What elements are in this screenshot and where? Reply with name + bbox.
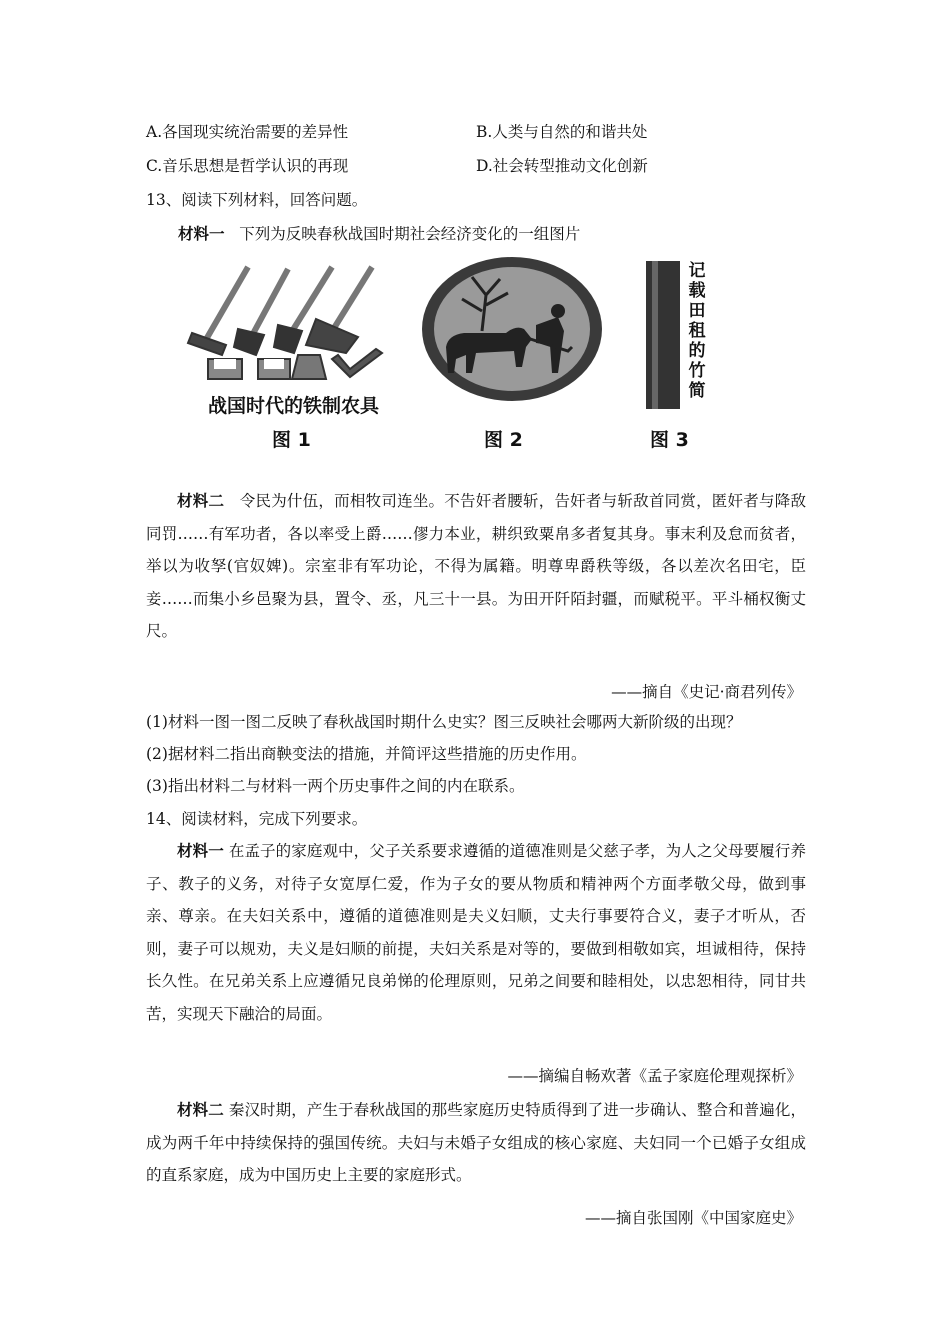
q13-subquestion-2: (2)据材料二指出商鞅变法的措施，并简评这些措施的历史作用。 xyxy=(146,745,587,763)
q14-material-2-label: 材料二 xyxy=(177,1100,224,1119)
q14-material-1-label: 材料一 xyxy=(177,841,224,860)
q13-material-2 xyxy=(146,485,806,648)
q13-material-1-label: 材料一 xyxy=(178,224,225,243)
option-d: D.社会转型推动文化创新 xyxy=(476,157,648,175)
figure-3-vertical-text: 记载田租的竹简 xyxy=(688,261,706,401)
q13-material-1-text: 下列为反映春秋战国时期社会经济变化的一组图片 xyxy=(239,225,581,243)
q14-material-2 xyxy=(146,1094,806,1192)
q14-material-1-source: ——摘编自畅欢著《孟子家庭伦理观探析》 xyxy=(507,1067,802,1085)
q14-material-1 xyxy=(146,835,806,1031)
q13-figure-group xyxy=(186,255,716,455)
farm-tools-illustration xyxy=(186,255,716,455)
figure-1-caption: 战国时代的铁制农具 xyxy=(208,395,380,417)
q13-material-2-label: 材料二 xyxy=(177,491,225,510)
question-14-stem: 14、阅读材料，完成下列要求。 xyxy=(146,810,368,828)
figure-2-label: 图 2 xyxy=(484,429,523,451)
figure-1-label: 图 1 xyxy=(272,429,311,451)
option-c: C.音乐思想是哲学认识的再现 xyxy=(146,157,349,175)
q14-material-2-text: 秦汉时期，产生于春秋战国的那些家庭历史特质得到了进一步确认、整合和普遍化，成为两千年中持续保持的强国传统。夫妇与未婚子女组成的核心家庭、夫妇同一个已婚子女组成的直系家庭，成为中国历史上主要的家庭形式。 xyxy=(146,1101,806,1184)
q13-material-1-intro xyxy=(178,222,580,244)
q14-material-1-text: 在孟子的家庭观中，父子关系要求遵循的道德准则是父慈子孝，为人之父母要履行养子、教子的义务，对待子女宽厚仁爱，作为子女的要从物质和精神两个方面孝敬父母，做到事亲、尊亲。在夫妇关系中，遵循的道德准则是夫义妇顺，丈夫行事要符合义，妻子才听从，否则，妻子可以规劝，夫义是妇顺的前提，夫妇关系是对等的，要做到相敬如宾，坦诚相待，保持长久性。在兄弟关系上应遵循兄良弟悌的伦理原则，兄弟之间要和睦相处，以忠恕相待，同甘共苦，实现天下融洽的局面。 xyxy=(146,842,806,1023)
question-13-stem: 13、阅读下列材料，回答问题。 xyxy=(146,191,368,209)
q13-subquestion-3: (3)指出材料二与材料一两个历史事件之间的内在联系。 xyxy=(146,777,525,795)
option-a: A.各国现实统治需要的差异性 xyxy=(146,123,349,141)
q13-subquestion-1: (1)材料一图一图二反映了春秋战国时期什么史实？图三反映社会哪两大新阶级的出现？ xyxy=(146,713,742,731)
figure-3-label: 图 3 xyxy=(650,429,689,451)
q13-material-2-text: 令民为什伍，而相牧司连坐。不告奸者腰斩，告奸者与斩敌首同赏，匿奸者与降敌同罚……有军功者，各以率受上爵……僇力本业，耕织致粟帛多者复其身。事末利及怠而贫者，举以为收孥(官奴婢)。宗室非有军功论，不得为属籍。明尊卑爵秩等级，各以差次名田宅，臣妾……而集小乡邑聚为县，置令、丞，凡三十一县。为田开阡陌封疆，而赋税平。平斗桶权衡丈尺。 xyxy=(146,492,806,640)
option-b: B.人类与自然的和谐共处 xyxy=(476,123,648,141)
q13-material-2-source: ——摘自《史记·商君列传》 xyxy=(611,683,802,701)
q14-material-2-source: ——摘自张国刚《中国家庭史》 xyxy=(584,1209,802,1227)
